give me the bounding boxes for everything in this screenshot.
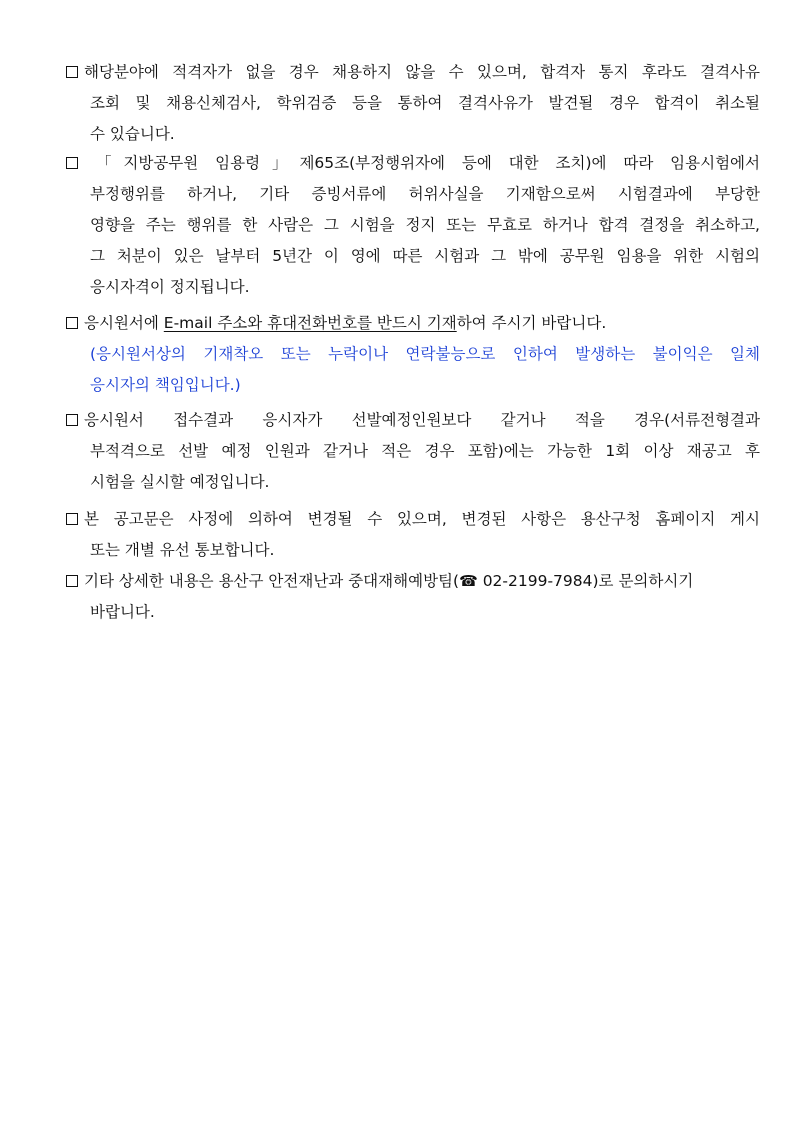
- notice-item-6-line-2: 바랍니다.: [90, 603, 155, 621]
- notice-item-2-line-1: 「지방공무원 임용령」제65조(부정행위자에 등에 대한 조치)에 따라 임용시험에서: [66, 148, 760, 179]
- notice-item-5-line-2: 또는 개별 유선 통보합니다.: [90, 541, 275, 559]
- notice-item-4-line-2: 부적격으로 선발 예정 인원과 같거나 적은 경우 포함)에는 가능한 1회 이상 재공고 후: [90, 442, 760, 460]
- notice-item-4: [66, 405, 760, 498]
- checkbox-square-icon: [66, 575, 78, 587]
- checkbox-square-icon: [66, 513, 78, 525]
- notice-item-5: [66, 504, 760, 566]
- notice-item-4-line-3: 시험을 실시할 예정입니다.: [90, 473, 270, 491]
- contact-phone-number: 02-2199-7984: [477, 572, 593, 590]
- notice-item-4-line-1: 응시원서 접수결과 응시자가 선발예정인원보다 같거나 적을 경우(서류전형결과: [66, 405, 760, 436]
- notice-item-2-line-5: 응시자격이 정지됩니다.: [90, 278, 250, 296]
- checkbox-square-icon: [66, 66, 78, 78]
- notice-item-2: [66, 148, 760, 303]
- notice-item-2-line-4: 그 처분이 있은 날부터 5년간 이 영에 따른 시험과 그 밖에 공무원 임용을 위한 시험의: [90, 247, 760, 265]
- notice-item-3-warning-line-2: 응시자의 책임입니다.): [90, 376, 241, 394]
- notice-item-6-line-1: 기타 상세한 내용은 용산구 안전재난과 중대재해예방팀(☎ 02-2199-7984)로 문의하시기: [66, 566, 760, 597]
- notice-item-1-line-3: 수 있습니다.: [90, 125, 175, 143]
- checkbox-square-icon: [66, 157, 78, 169]
- required-contact-emphasis: E-mail 주소와 휴대전화번호를 반드시 기재: [163, 314, 457, 332]
- notice-item-3-line-1: 응시원서에 E-mail 주소와 휴대전화번호를 반드시 기재하여 주시기 바랍니다.: [66, 308, 760, 339]
- notice-item-3-warning-line-1: (응시원서상의 기재착오 또는 누락이나 연락불능으로 인하여 발생하는 불이익은 일체: [90, 345, 760, 363]
- notice-item-3: [66, 308, 760, 401]
- notice-item-6: [66, 566, 760, 628]
- checkbox-square-icon: [66, 414, 78, 426]
- notice-item-1: [66, 57, 760, 150]
- notice-item-5-line-1: 본 공고문은 사정에 의하여 변경될 수 있으며, 변경된 사항은 용산구청 홈페이지 게시: [66, 504, 760, 535]
- notice-item-1-line-1: 해당분야에 적격자가 없을 경우 채용하지 않을 수 있으며, 합격자 통지 후라도 결격사유: [66, 57, 760, 88]
- telephone-icon: ☎: [459, 572, 478, 590]
- notice-item-2-line-2: 부정행위를 하거나, 기타 증빙서류에 허위사실을 기재함으로써 시험결과에 부당한: [90, 185, 760, 203]
- notice-item-2-line-3: 영향을 주는 행위를 한 사람은 그 시험을 정지 또는 무효로 하거나 합격 결정을 취소하고,: [90, 216, 760, 234]
- notice-item-1-line-2: 조회 및 채용신체검사, 학위검증 등을 통하여 결격사유가 발견될 경우 합격이 취소될: [90, 94, 760, 112]
- checkbox-square-icon: [66, 317, 78, 329]
